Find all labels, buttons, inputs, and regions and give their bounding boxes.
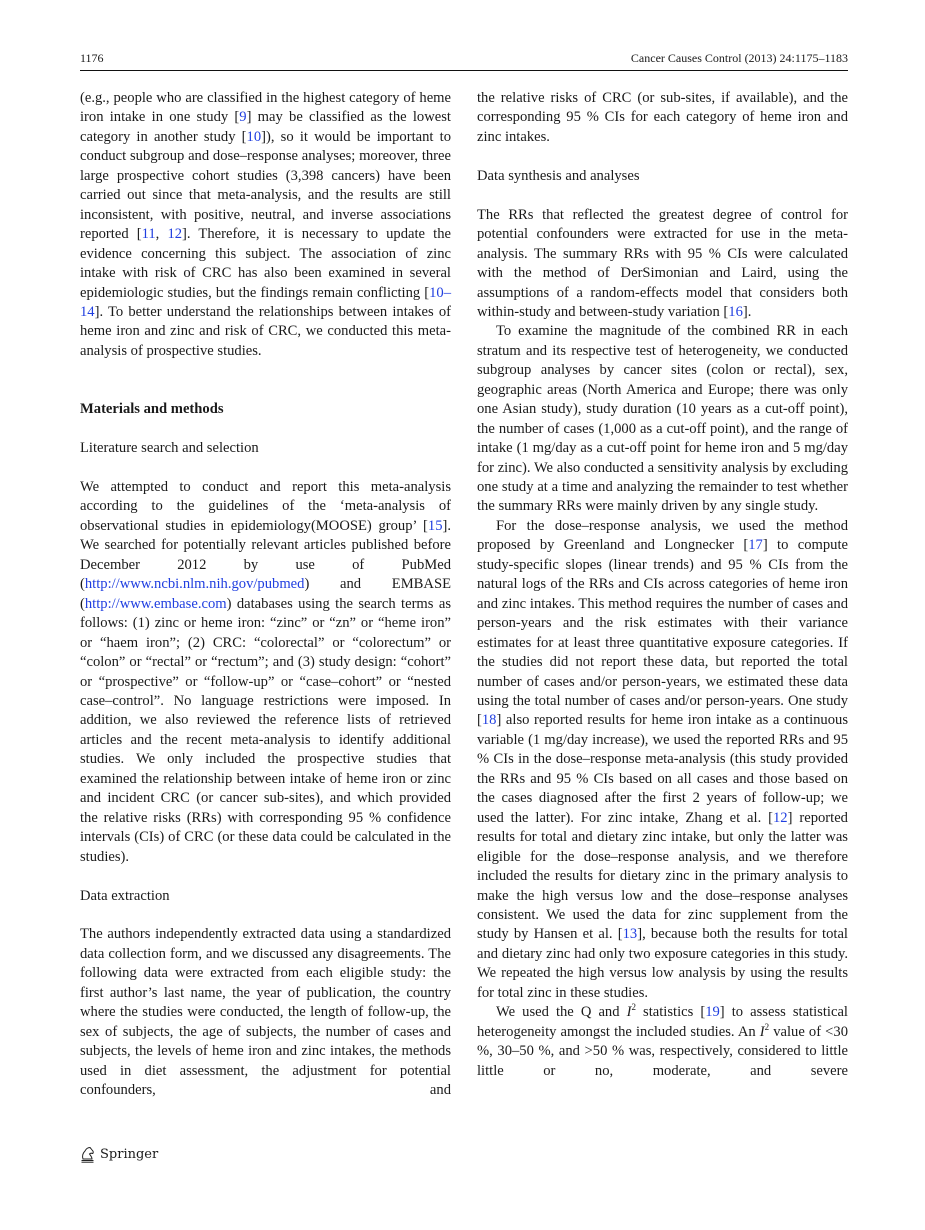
journal-citation: Cancer Causes Control (2013) 24:1175–1183: [630, 51, 848, 65]
subsection-heading-extraction: Data extraction: [80, 887, 170, 904]
section-heading: Materials and methods: [80, 401, 224, 418]
springer-horse-logo-icon: [80, 1146, 95, 1163]
citation-link[interactable]: 15: [427, 517, 443, 534]
pubmed-link[interactable]: http://www.ncbi.nlm.nih.gov/pubmed: [84, 576, 305, 593]
citation-link[interactable]: 10–14: [80, 284, 451, 320]
dose-response-paragraph: For the dose–response analysis, we used the method proposed by Greenland and Longnecker [17] to compute study-specific slopes (linear trends) and 95 % CIs from the natural logs of the RRs and CIs across categories of heme iron and zinc intakes. This method requires the number of cases and person-years and the risk estimates with their variance estimates for at least three quantitative exposure categories. If the studies did not report these data, but reported the total number of cases and/or person-years, we estimated these data using the total number of cases and/or person-years. One study [18] also reported results for heme iron intake as a continuous variable (1 mg/day increase), we used the reported RRs and 95 % CIs in the dose–response meta-analysis (this study provided the RRs and 95 % CIs based on all cases and those based on the cases diagnosed after the first 2 years of follow-up; we used the latter). For zinc intake, Zhang et al. [12] reported results for total and dietary zinc intake, but only the latter was eligible for the dose–response analysis, and we therefore included the results for dietary zinc in the primary analysis to make the high versus low and the dose–response analyses consistent. We used the data for zinc supplement from the study by Hansen et al. [13], because both the results for total and dietary zinc had only two exposure categories in this study. We repeated the high versus low analysis by using the results for total zinc in these studies.: [477, 517, 848, 1001]
synthesis-paragraph: The RRs that reflected the greatest degree of control for potential confounders were extracted for use in the meta-analysis. The summary RRs with 95 % CIs were calculated with the method of DerSimonian and Laird, using the assumptions of a random-effects model that considers both within-study and between-study variation [16].: [477, 206, 848, 320]
publisher-name: Springer: [100, 1147, 159, 1162]
citation-link[interactable]: 13: [622, 926, 638, 943]
right-column: [477, 89, 848, 1081]
citation-link[interactable]: 18: [481, 712, 497, 729]
header-rule: [80, 70, 848, 71]
subgroup-paragraph: To examine the magnitude of the combined RR in each stratum and its respective test of heterogeneity, we conducted subgroup analyses by cancer sites (colon or rectal), sex, geographic areas (North America and Europe; there was only one Asian study), study duration (10 years as a cut-off point), the number of cases (1,000 as a cut-off point), and the range of intake (1 mg/day as a cut-off point for heme iron and 5 mg/day for zinc). We also conducted a sensitivity analysis by excluding one study at a time and analyzing the remainder to test whether the summary RRs were mainly driven by any single study.: [477, 323, 848, 515]
publisher-footer: [80, 1146, 158, 1163]
heterogeneity-paragraph: We used the Q and $I^2$ statistics [19] to assess statistical heterogeneity amongst the included studies. An $I^2$ value of <30 %, 30–50 %, and >50 % was, respectively, considered to little little or no, moderate, and severe: [477, 1002, 848, 1079]
embase-link[interactable]: http://www.embase.com: [84, 595, 227, 612]
citation-link[interactable]: 10: [246, 128, 262, 145]
left-column: [80, 89, 451, 1100]
extraction-paragraph: The authors independently extracted data using a standardized data collection form, and we discussed any disagreements. The following data were extracted from each eligible study: the first author’s last name, the year of publication, the country where the studies were conducted, the length of follow-up, the sex of subjects, the age of subjects, the number of cases and subjects, the levels of heme iron and zinc intakes, the methods used in diet assessment, the adjustment for potential confounders, and: [80, 926, 451, 1099]
citation-link[interactable]: 12: [167, 226, 183, 243]
citation-link[interactable]: 12: [773, 809, 788, 826]
citation-link[interactable]: 9: [239, 109, 247, 126]
page-number: 1176: [80, 51, 104, 65]
running-header: [80, 51, 848, 66]
citation-link[interactable]: 16: [728, 303, 743, 320]
citation-link[interactable]: 11: [141, 226, 156, 243]
subsection-heading-synthesis: Data synthesis and analyses: [477, 167, 640, 184]
citation-link[interactable]: 17: [748, 537, 763, 554]
literature-paragraph: We attempted to conduct and report this meta-analysis according to the guidelines of the ‘meta-analysis of observational studies in epidemiology(MOOSE) group’ [15]. We searched for potentially relevant articles published before December 2012 by use of PubMed (http://www.ncbi.nlm.nih.gov/pubmed) and EMBASE (http://www.embase.com) databases using the search terms as follows: (1) zinc or heme iron: “zinc” or “zn” or “heme iron” or “haem iron”; (2) CRC: “colorectal” or “colorectum” or “colon” or “rectal” or “rectum”; and (3) study design: “cohort” or “prospective” or “follow-up” or “case–cohort” or “nested case–control”. No language restrictions were imposed. In addition, we also reviewed the reference lists of retrieved articles and the recent meta-analysis to identify additional studies. We only included the prospective studies that examined the relationship between intake of heme iron or zinc and incident CRC (or cancer sub-sites), and which provided the relative risks (RRs) with corresponding 95 % confidence intervals (CIs) of CRC (or these data could be calculated in the studies).: [80, 479, 451, 865]
citation-link[interactable]: 19: [705, 1004, 720, 1021]
intro-paragraph: (e.g., people who are classified in the highest category of heme iron intake in one study [9] may be classified as the lowest category in another study [10]), so it would be important to conduct subgroup and dose–response analyses; moreover, three large prospective cohort studies (3,398 cancers) have been carried out since that meta-analysis, and the results are still inconsistent, with positive, neutral, and inverse associations reported [11, 12]. Therefore, it is necessary to update the evidence concerning this subject. The association of zinc intake with risk of CRC has also been examined in several epidemiologic studies, but the findings remain conflicting [10–14]. To better understand the relationships between intakes of heme iron and zinc and risk of CRC, we conducted this meta-analysis of prospective studies.: [80, 90, 451, 359]
continuation-paragraph: the relative risks of CRC (or sub-sites, if available), and the corresponding 95 % CIs for each category of heme iron and zinc intakes.: [477, 90, 848, 145]
subsection-heading-literature: Literature search and selection: [80, 440, 259, 457]
